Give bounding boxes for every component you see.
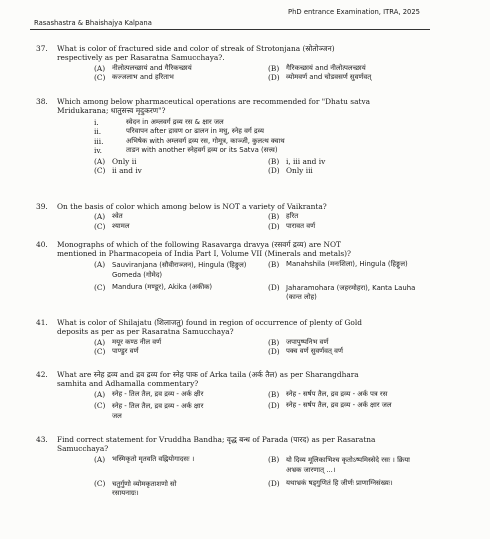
statement-iii: अभिषेक with अम्लवर्ग द्रव्य रस, गोमूत्र, काञ्जी, कुलत्थ क्वाथ (126, 136, 285, 145)
question-text (57, 370, 442, 389)
options: (A) नीलोत्पलच्छायं and गैरिकच्छायं (B) गैरिकच्छायं and नीलोत्पलच्छायं (C) कज्जलाभ and हरिताभ (D) व्योमवर्ण and चोडवसर्ण सुवर्णवत् (94, 63, 372, 83)
question-number: 38. (36, 97, 48, 106)
option-d: Jaharamohara (जहरमोहरा), Kanta Lauha (कान्त लोह) (286, 283, 416, 302)
question-line: Samucchaya? (57, 444, 109, 454)
question-number: 42. (36, 370, 48, 379)
options: (A) भस्मिकृतो मृतवति वह्नियोगादसः । (B) यो दिव्य मूलिकाभिश्च कृतोऽष्पमिस्सेदे रसः । क्रिया अभ्रक जारणात् ...। (C) चतुर्गुणो व्योमकृताशणो सो रसायनाग्रः। (D) यथाभ्रकं षड्गुणितं हि जीर्णः प्राणाग्निसंख्यः। (94, 454, 410, 498)
question-42 (36, 370, 442, 421)
question-text (57, 97, 442, 116)
options: (A) मयूर कण्ठ नील वर्ण (B) जपापुष्पनिभ वर्ण (C) पाण्डुर वर्ण (D) पक्व वर्ण सुवर्णवत् वर्ण (94, 337, 343, 357)
question-43 (36, 435, 442, 498)
question-41 (36, 318, 442, 357)
options: (A) Sauviranjana (सौवीराञ्जन), Hingula (हिङ्गुल) Gomeda (गोमेद) (B) Manahshila (मनःशिला), Hingula (हिङ्गुल) (C) Mandura (मण्डूर), Akika (अकीक) (D) Jaharamohara (जहरमोहरा), Kanta Lauha (कान्त लोह) (94, 259, 416, 302)
question-line: What is color of fractured side and color of streak of Strotonjana (स्रोतोञ्जन) (57, 44, 335, 53)
question-39 (36, 202, 442, 231)
question-line: samhita and Adhamalla commentary? (57, 379, 199, 389)
option-b: जपापुष्पनिभ वर्ण (286, 337, 329, 346)
exam-title: PhD entrance Examination, ITRA, 2025 (288, 8, 420, 16)
question-text (57, 44, 442, 63)
question-line: respectively as per Rasaratna Samucchaya?. (57, 53, 225, 63)
option-c: कज्जलाभ and हरिताभ (112, 73, 174, 82)
option-b: गैरिकच्छायं and नीलोत्पलच्छायं (286, 63, 366, 72)
option-a: स्नेह - तिल तैल, द्रव द्रव्य - अर्क क्षीर (112, 389, 204, 398)
option-d: पक्व वर्ण सुवर्णवत् वर्ण (286, 347, 343, 356)
statement-iv: ताडन with another स्नेहवर्ग द्रव्य or its Satva (सत्त्व) (126, 146, 278, 155)
question-number: 43. (36, 435, 48, 444)
option-d: Only iii (286, 166, 313, 176)
option-b: Manahshila (मनःशिला), Hingula (हिङ्गुल) (286, 259, 408, 268)
option-c: ii and iv (112, 166, 142, 176)
question-40 (36, 240, 442, 302)
option-a: मयूर कण्ठ नील वर्ण (112, 337, 162, 346)
option-b: i, iii and iv (286, 156, 326, 166)
statement-i: स्वेदन in अम्लवर्ग द्रव्य रस & क्षार जल (126, 117, 224, 126)
question-number: 40. (36, 240, 48, 249)
option-d: व्योमवर्ण and चोडवसर्ण सुवर्णवत् (286, 73, 372, 82)
question-line: What are स्नेह द्रव्य and द्रव द्रव्य for स्नेह पाक of Arka taila (अर्क तैल) as per Sharangdhara (57, 370, 359, 379)
header-rule (30, 29, 430, 30)
question-line: mentioned in Pharmacopeia of India Part I, Volume VII (Minerals and metals)? (57, 249, 351, 259)
question-text (57, 318, 442, 337)
option-d: यथाभ्रकं षड्गुणितं हि जीर्णः प्राणाग्निसंख्यः। (286, 478, 393, 487)
option-b: हरित (286, 212, 299, 221)
option-c: स्नेह - तिल तैल, द्रव द्रव्य - अर्क क्षार जल (112, 402, 204, 421)
option-a: Only ii (112, 156, 137, 166)
option-b: यो दिव्य मूलिकाभिश्च कृतोऽष्पमिस्सेदे रसः । क्रिया अभ्रक जारणात् ...। (286, 455, 410, 474)
question-number: 39. (36, 202, 48, 211)
option-c: चतुर्गुणो व्योमकृताशणो सो रसायनाग्रः। (112, 479, 177, 498)
option-a: नीलोत्पलच्छायं and गैरिकच्छायं (112, 63, 192, 72)
options: (A) स्नेह - तिल तैल, द्रव द्रव्य - अर्क क्षीर (B) स्नेह - सर्षप तैल, द्रव द्रव्य - अर्क पत्र रस (C) स्नेह - तिल तैल, द्रव द्रव्य - अर्क क्षार जल (D) स्नेह - सर्षप तैल, द्रव द्रव्य - अर्क क्षार जल (94, 389, 392, 421)
question-number: 41. (36, 318, 48, 327)
question-text: On the basis of color which among below is NOT a variety of Vaikranta? (57, 202, 327, 211)
question-line: Find correct statement for Vruddha Bandha; वृद्ध बन्ध of Parada (पारद) as per Rasaratna (57, 435, 376, 444)
option-c: पाण्डुर वर्ण (112, 347, 139, 356)
option-a: श्वेत (112, 212, 123, 221)
question-38: 38. Which among below pharmaceutical operations are recommended for "Dhatu satva Mridukarana; धातुसत्त्व मृदुकरण"? i. स्वेदन in अम्लवर्ग द्रव्य रस & क्षार जल ii. परिवापन after द्रावण or ढालन in मधु, स्नेह वर्ग द्रव्य iii. अभिषेक with अम्लवर्ग द्रव्य रस, गोमूत्र, काञ्जी, कुलत्थ क्वाथ iv. ताडन with another स्नेहवर्ग द्रव्य or its Satva (सत्त्व) (A) Only ii (B) i, iii and iv (C) ii and iv (D) Only iii (36, 97, 442, 176)
options: (A) Only ii (B) i, iii and iv (C) ii and iv (D) Only iii (94, 156, 326, 176)
option-a: भस्मिकृतो मृतवति वह्नियोगादसः । (112, 454, 195, 463)
question-line: Mridukarana; धातुसत्त्व मृदुकरण"? (57, 106, 166, 116)
option-a: Sauviranjana (सौवीराञ्जन), Hingula (हिङ्गुल) Gomeda (गोमेद) (112, 260, 247, 279)
option-c: Mandura (मण्डूर), Akika (अकीक) (112, 282, 213, 291)
option-b: स्नेह - सर्षप तैल, द्रव द्रव्य - अर्क पत्र रस (286, 389, 388, 398)
question-number: 37. (36, 44, 48, 53)
question-37 (36, 44, 442, 83)
question-line: deposits as per as per Rasaratna Samucchaya? (57, 327, 234, 337)
question-line: What is color of Shilajatu (शिलाजतु) found in region of occurrence of plenty of Gold (57, 318, 362, 327)
option-d: स्नेह - सर्षप तैल, द्रव द्रव्य - अर्क क्षार जल (286, 401, 392, 410)
option-c: श्यामल (112, 221, 130, 230)
statement-ii: परिवापन after द्रावण or ढालन in मधु, स्नेह वर्ग द्रव्य (126, 127, 265, 136)
question-text (57, 435, 442, 454)
options: (A) श्वेत (B) हरित (C) श्यामल (D) पारावत वर्ण (94, 212, 316, 231)
question-line: Monographs of which of the following Rasavarga dravya (रसवर्ग द्रव्य) are NOT (57, 240, 341, 249)
option-d: पारावत वर्ण (286, 221, 316, 230)
question-text (57, 240, 442, 259)
subject-title: Rasashastra & Bhaishajya Kalpana (34, 19, 152, 27)
question-line: Which among below pharmaceutical operations are recommended for "Dhatu satva (57, 97, 371, 106)
